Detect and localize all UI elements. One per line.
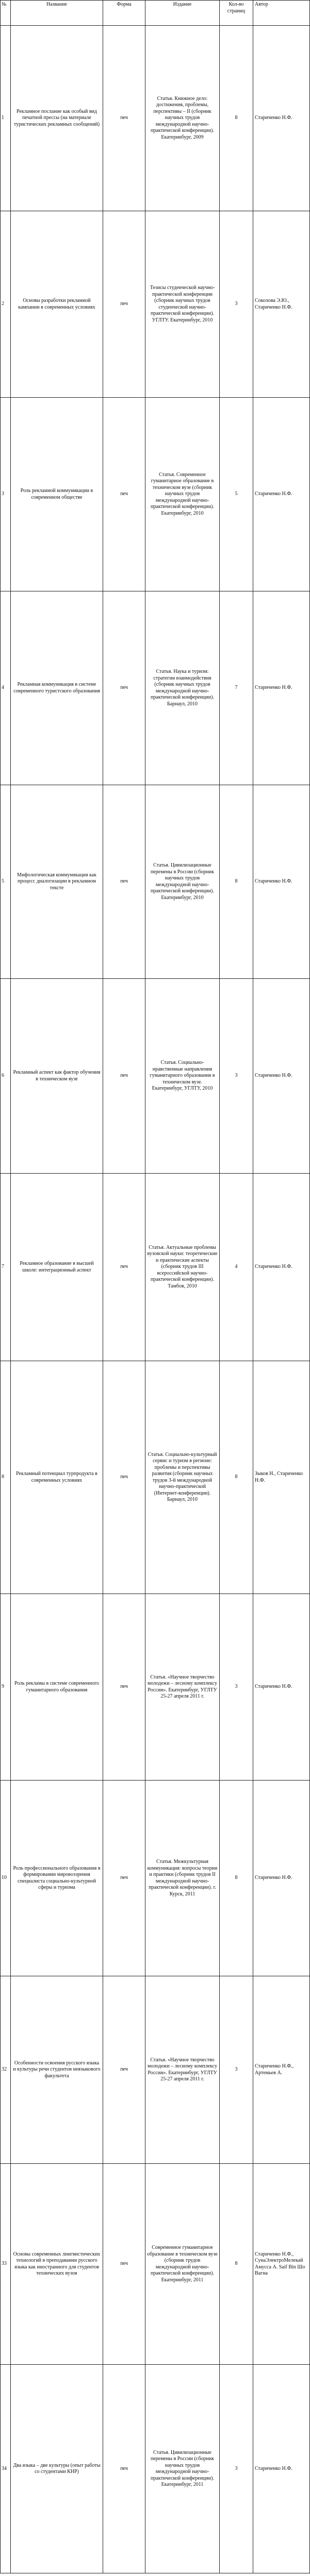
row-num: 4 bbox=[1, 591, 11, 785]
row-source: Статья. Цивилизационные перемены в России (сборник научных трудов международной научно-практической конференции). Екатеринбург, 2010 bbox=[145, 785, 220, 979]
row-title: Мифологическая коммуникация как процесс диалогизации в рекламном тексте bbox=[11, 785, 103, 979]
row-author: Стариченко Н.Ф. bbox=[253, 785, 310, 979]
row-pages: 8 bbox=[220, 26, 253, 211]
row-form: печ bbox=[103, 1174, 145, 1361]
row-source: Статья. Межкультурная коммуникация: вопросы теории и практики (сборник трудов II международной научно-практической конференции). г. Курск, 2011 bbox=[145, 1781, 220, 1976]
row-pages: 3 bbox=[220, 1976, 253, 2164]
row-author: Стариченко Н.Ф., СунаЭлектроМелекай Амусса А. Saif Bin Шо Вагна bbox=[253, 2164, 310, 2365]
row-author: Стариченко Н.Ф., Артемьев А. bbox=[253, 1976, 310, 2164]
row-form: печ bbox=[103, 1976, 145, 2164]
row-author: Стариченко Н.Ф. bbox=[253, 979, 310, 1174]
row-form: печ bbox=[103, 398, 145, 591]
row-form: печ bbox=[103, 26, 145, 211]
row-num: 8 bbox=[1, 1361, 11, 1594]
row-source: Статья. Современное гуманитарное образование в техническом вузе (сборник научных трудов международной научно-практической конференции). Екатеринбург, 2010 bbox=[145, 398, 220, 591]
row-title: Роль профессионального образования в формировании мировоззрения специалиста социально-культурной сферы и туризма bbox=[11, 1781, 103, 1976]
row-source: Статья. Цивилизационные перемены в России (сборник научных трудов международной научно-практической конференции). Екатеринбург, 2011 bbox=[145, 2365, 220, 2573]
row-author: Стариченко Н.Ф. bbox=[253, 398, 310, 591]
row-author: Стариченко Н.Ф. bbox=[253, 591, 310, 785]
row-title: Особенности освоения русского языка и культуры речи студентов неязыкового факультета bbox=[11, 1976, 103, 2164]
row-author: Стариченко Н.Ф. bbox=[253, 26, 310, 211]
row-author: Стариченко Н.Ф. bbox=[253, 1594, 310, 1781]
row-title bbox=[11, 1594, 103, 1781]
row-form: печ bbox=[103, 785, 145, 979]
table-header-row bbox=[1, 1, 310, 26]
row-title: Основы разработки рекламной кампании в современных условиях bbox=[11, 211, 103, 398]
row-source: Статья. «Научное творчество молодежи – лесному комплексу России». Екатеринбург, УГЛТУ 25-27 апреля 2011 г. bbox=[145, 1594, 220, 1781]
header-form: Форма bbox=[103, 1, 145, 26]
row-title: Рекламный аспект как фактор обучения в техническом вузе bbox=[11, 979, 103, 1174]
table-row bbox=[1, 26, 310, 211]
table-row bbox=[1, 2164, 310, 2365]
table-row bbox=[1, 2365, 310, 2573]
header-title: Название bbox=[11, 1, 103, 26]
header-pages: Кол-во страниц bbox=[220, 1, 253, 26]
row-form: печ bbox=[103, 1781, 145, 1976]
row-pages: 8 bbox=[220, 1781, 253, 1976]
row-pages: 3 bbox=[220, 979, 253, 1174]
row-source: Статья. Актуальные проблемы вузовской науки: теоретические и практические аспекты (сборник трудов III всероссийской научно-практической конференции). Тамбов, 2010 bbox=[145, 1174, 220, 1361]
row-source: Статья. «Научное творчество молодежи – лесному комплексу России». Екатеринбург, УГЛТУ 25-27 апреля 2011 г. bbox=[145, 1976, 220, 2164]
row-source: Статья. Социально-нравственные направления гуманитарного образования в техническом вузе. Екатеринбург, УГЛТУ, 2010 bbox=[145, 979, 220, 1174]
row-form: печ bbox=[103, 1361, 145, 1594]
row-source: Тезисы студенческой научно-практической конференции (сборник научных трудов студенческой научно-практической конференции). УГЛТУ. Екатеринбург, 2010 bbox=[145, 211, 220, 398]
table-row bbox=[1, 1361, 310, 1594]
row-pages: 5 bbox=[220, 398, 253, 591]
row-pages: 3 bbox=[220, 2365, 253, 2573]
row-source: Статья. Социально-культурный сервис и туризм в регионе: проблемы и перспективы развития (сборник научных трудов 3-й международной научно-практической (Интернет-конференции). Барнаул, 2010 bbox=[145, 1361, 220, 1594]
table-row bbox=[1, 785, 310, 979]
row-source: Статья. Наука и туризм: стратегии взаимодействия (сборник научных трудов международной научно-практической конференции). Барнаул, 2010 bbox=[145, 591, 220, 785]
row-pages: 8 bbox=[220, 785, 253, 979]
row-title: Два языка – две культуры (опыт работы со студентами КНР) bbox=[11, 2365, 103, 2573]
row-form: печ bbox=[103, 2164, 145, 2365]
row-title: Роль рекламной коммуникации в современном обществе bbox=[11, 398, 103, 591]
row-pages: 8 bbox=[220, 1361, 253, 1594]
table-row bbox=[1, 1781, 310, 1976]
table-row bbox=[1, 1174, 310, 1361]
table-row bbox=[1, 398, 310, 591]
table-row bbox=[1, 211, 310, 398]
row-pages: 3 bbox=[220, 211, 253, 398]
row-title: Рекламное послание как особый вид печатной прессы (на материале туристических рекламных сообщений) bbox=[11, 26, 103, 211]
row-num: 33 bbox=[1, 2164, 11, 2365]
row-num: 34 bbox=[1, 2365, 11, 2573]
header-author: Автор bbox=[253, 1, 310, 26]
row-num: 10 bbox=[1, 1781, 11, 1976]
row-pages: 7 bbox=[220, 591, 253, 785]
row-num: 5 bbox=[1, 785, 11, 979]
row-form: печ bbox=[103, 979, 145, 1174]
row-num: 9 bbox=[1, 1594, 11, 1781]
row-pages: 4 bbox=[220, 1174, 253, 1361]
table-row bbox=[1, 979, 310, 1174]
row-num: 2 bbox=[1, 211, 11, 398]
row-pages: 3 bbox=[220, 1594, 253, 1781]
row-title: Рекламный потенциал турпродукта в современных условиях bbox=[11, 1361, 103, 1594]
row-form: печ bbox=[103, 211, 145, 398]
row-author: Стариченко Н.Ф. bbox=[253, 1781, 310, 1976]
row-title: Основы современных лингвистических технологий в преподавании русского языка как иностранного для студентов технических вузов bbox=[11, 2164, 103, 2365]
header-num: № bbox=[1, 1, 11, 26]
row-title: Рекламное образование в высшей школе: интеграционный аспект bbox=[11, 1174, 103, 1361]
row-source: Современное гуманитарное образование в техническом вузе (сборник трудов международной научно-практической конференции). Екатеринбург, 2011 bbox=[145, 2164, 220, 2365]
row-pages: 8 bbox=[220, 2164, 253, 2365]
row-author: Стариченко Н.Ф. bbox=[253, 1174, 310, 1361]
row-num: 7 bbox=[1, 1174, 11, 1361]
row-source: Статья. Книжное дело: достижения, проблемы, перспективы – II (сборник научных трудов международной научно-практической конференции). Екатеринбург, 2009 bbox=[145, 26, 220, 211]
table-row bbox=[1, 591, 310, 785]
header-source: Издание bbox=[145, 1, 220, 26]
row-num: 32 bbox=[1, 1976, 11, 2164]
row-author: Зыков Н., Стариченко Н.Ф. bbox=[253, 1361, 310, 1594]
row-num: 1 bbox=[1, 26, 11, 211]
row-num: 3 bbox=[1, 398, 11, 591]
table-row bbox=[1, 1594, 310, 1781]
row-author: Стариченко Н.Ф. bbox=[253, 2365, 310, 2573]
row-title: Рекламная коммуникация в системе современного туристского образования bbox=[11, 591, 103, 785]
row-form: печ bbox=[103, 2365, 145, 2573]
table-row bbox=[1, 1976, 310, 2164]
row-num: 6 bbox=[1, 979, 11, 1174]
row-form: печ bbox=[103, 591, 145, 785]
row-author: Соколова Э.Ю., Стариченко Н.Ф. bbox=[253, 211, 310, 398]
row-form: печ bbox=[103, 1594, 145, 1781]
row-title-text: Роль рекламы в системе современного гуманитарного образования bbox=[14, 1681, 99, 1693]
